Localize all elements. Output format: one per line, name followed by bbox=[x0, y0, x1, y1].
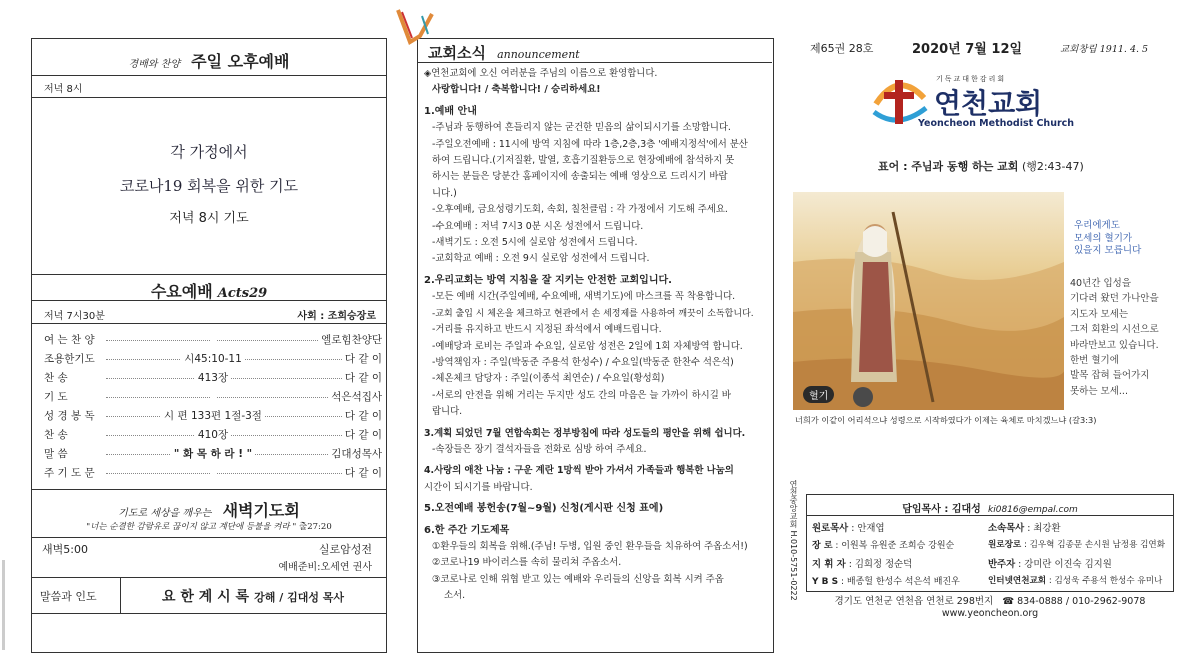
issue-date: 2020년 7월 12일 bbox=[912, 42, 1023, 57]
section-heading: 5.오전예배 봉헌송(7월~9월) 신청(게시판 신청 표에) bbox=[424, 503, 664, 515]
service-row: 여 는 찬 양 엘로힘찬양단 bbox=[44, 334, 382, 346]
welcome-line: ◈연천교회에 오신 여러분을 주님의 이름으로 환영합니다. bbox=[424, 68, 658, 79]
section-heading: 2.우리교회는 방역 지침을 잘 지키는 안전한 교회입니다. bbox=[424, 274, 672, 286]
announcement-title: 교회소식 bbox=[428, 44, 486, 62]
logo-english-name: Yeoncheon Methodist Church bbox=[918, 118, 1075, 129]
scan-edge-left bbox=[2, 560, 5, 650]
service-row: 주 기 도 문 다 같 이 bbox=[44, 467, 382, 479]
dawn-title: 새벽기도회 bbox=[222, 501, 300, 520]
sunday-pm-time: 저녁 8시 bbox=[44, 84, 83, 95]
service-row: 기 도 석은석집사 bbox=[44, 391, 382, 403]
motto-label: 표어 : 주님과 동행 하는 교회 bbox=[878, 160, 1019, 173]
image-caption-title-3: 있을지 모릅니다 bbox=[1074, 245, 1142, 256]
sunday-pm-line3: 저녁 8시 기도 bbox=[169, 211, 249, 226]
dawn-subtitle: 기도로 세상을 깨우는 bbox=[118, 508, 212, 519]
pastor-label: 담임목사 : 김대성 bbox=[902, 504, 981, 515]
dawn-lead-label: 말씀과 인도 bbox=[40, 590, 97, 603]
announcement-body: ◈연천교회에 오신 여러분을 주님의 이름으로 환영합니다. 사랑합니다! / 축복합니다! / 승리하세요! 1.예배 안내 -주님과 동행하여 흔들리지 않는 굳건한 믿음의 삶이되시기를 소망합니다. -주일오전예배 : 11시에 방역 지침에 따라 1층,2층,3층 '예배지정석'에서 분산 하여 드립니다.(기저질환, 발열, 호흡기질환등으로 현장예배에 참석하지 못 하시는 분들은 당분간 홈페이지에 송출되는 예배 영상으로 드리시기 바랍 니다.) -오후예배, 금요성령기도회, 속회, 칠천클럽 : 각 가정에서 기도해 주세요. -수요예배 : 저녁 7시3 0분 시온 성전에서 드립니다. -새벽기도 : 오전 5시에 실로암 성전에서 드립니다. -교회학교 예배 : 오전 9시 실로암 성전에서 드립니다. 2.우리교회는 방역 지침을 잘 지키는 안전한 교회입니다. -모든 예배 시간(주일예배, 수요예배, 새벽기도)에 마스크를 꼭 착용합니다. -교회 출입 시 체온을 체크하고 현관에서 손 세정제를 사용하여 깨끗이 소독합니다. -거리를 유지하고 반드시 지정된 좌석에서 예배드립니다. -예배당과 로비는 주일과 수요일, 실로암 성전은 2일에 1회 자체방역 합니다. -방역책임자 : 주일(박동준 주용석 한성수) / 수요일(박동준 한찬수 석은석) -체온체크 담당자 : 주일(이종석 최연순) / 수요일(황성희) -서로의 안전을 위해 거리는 두지만 성도 간의 마음은 늘 가까이 하시길 바 랍니다. 3.계획 되었던 7월 연합속회는 정부방침에 따라 성도들의 평안을 위해 쉽니다. -속장들은 장기 결석자들을 전화로 심방 하여 주세요. 4.사랑의 애찬 나눔 : 구운 계란 1망씩 받아 가셔서 가족들과 행복한 나눔의 시간이 되시기를 바랍니다. 5.오전예배 봉헌송(7월~9월) 신청(게시판 신청 표에) 6.한 주간 기도제목 ①환우들의 회복을 위해.(주님! 두병, 입원 중인 환우들을 치유하여 주옵소서!) ②코로나19 바이러스를 속히 물리쳐 주옵소서. ③코로나로 인해 위협 받고 있는 예배와 우리들의 신앙을 회복 시켜 주옵 소서. bbox=[424, 66, 768, 605]
section-heading: 1.예배 안내 bbox=[424, 105, 477, 117]
section-heading: 6.한 주간 기도제목 bbox=[424, 524, 510, 536]
sunday-pm-line2: 코로나19 회복을 위한 기도 bbox=[119, 177, 299, 195]
moses-illustration bbox=[793, 192, 1064, 410]
motto-ref: (행2:43-47) bbox=[1021, 160, 1084, 173]
ribbon-decoration-icon bbox=[392, 6, 440, 46]
section-heading: 4.사랑의 애찬 나눔 : 구운 계란 1망씩 받아 가셔서 가족들과 행복한 나눔의 bbox=[424, 465, 734, 477]
service-row: 찬 송 413장 다 같 이 bbox=[44, 372, 382, 384]
section-heading: 3.계획 되었던 7월 연합속회는 정부방침에 따라 성도들의 평안을 위해 쉽니다. bbox=[424, 427, 746, 439]
dawn-prep: 예배준비:오세연 권사 bbox=[278, 562, 372, 573]
staff-row: 원로목사 : 안재엽 bbox=[812, 523, 885, 534]
dawn-verse: "너는 순결한 감람유로 끊이지 않고 계단에 등불을 켜라 " bbox=[86, 522, 297, 532]
verse-caption: 너희가 이같이 어리석으냐 성령으로 시작하였다가 이제는 육체로 마치겠느냐 (갈3:3) bbox=[795, 415, 1097, 425]
announcement-title-en: announcement bbox=[497, 48, 580, 61]
staff-row: 반주자 : 강미란 이진숙 김지원 bbox=[988, 559, 1112, 570]
wednesday-leader: 사회 : 조희승장로 bbox=[297, 311, 376, 322]
staff-row: 장 로 : 이원복 유원준 조희승 강원순 bbox=[812, 541, 955, 551]
wednesday-title-en: Acts29 bbox=[217, 286, 268, 301]
image-caption-title-1: 우리에게도 bbox=[1074, 220, 1120, 231]
image-tag-badge: 혈기 bbox=[803, 386, 834, 403]
welcome-line-2: 사랑합니다! / 축복합니다! / 승리하세요! bbox=[432, 84, 601, 96]
dawn-book: 요 한 계 시 록 bbox=[161, 589, 250, 605]
dawn-place: 실로암성전 bbox=[318, 543, 372, 556]
church-phone: ☎ 834-0888 / 010-2962-9078 bbox=[1002, 596, 1146, 607]
dawn-prayer-box bbox=[31, 490, 387, 653]
image-caption-title-2: 모세의 혈기가 bbox=[1074, 232, 1133, 244]
service-row: 성 경 봉 독 시 편 133편 1절-3절 다 같 이 bbox=[44, 410, 382, 422]
volume-number: 제65권 28호 bbox=[810, 42, 874, 55]
service-row: 조용한기도 시45:10-11 다 같 이 bbox=[44, 353, 382, 365]
staff-row: 인터넷연천교회 : 김성욱 주용석 한성수 유미나 bbox=[988, 576, 1163, 586]
dawn-verse-ref: 출27:20 bbox=[299, 522, 332, 532]
staff-row: 지 휘 자 : 김희정 정순덕 bbox=[812, 559, 913, 570]
founded-date: 교회창립 1911. 4. 5 bbox=[1060, 44, 1149, 55]
wednesday-time: 저녁 7시30분 bbox=[44, 311, 105, 322]
wednesday-title: 수요예배 bbox=[150, 282, 213, 301]
side-phone-text: 연천중앙교회 H.010-5751-0222 bbox=[789, 480, 798, 601]
dawn-time: 새벽5:00 bbox=[42, 543, 88, 556]
church-address: 경기도 연천군 연천읍 연천로 298번지 bbox=[834, 596, 994, 607]
service-row: 찬 송 410장 다 같 이 bbox=[44, 429, 382, 441]
sunday-afternoon-box bbox=[31, 38, 387, 275]
dawn-book-suffix: 강해 / 김대성 목사 bbox=[254, 591, 345, 604]
sunday-pm-title: 주일 오후예배 bbox=[191, 52, 290, 71]
sunday-pm-line1: 각 가정에서 bbox=[170, 143, 248, 161]
church-website[interactable]: www.yeoncheon.org bbox=[941, 608, 1039, 619]
staff-row: 원로장로 : 김우혁 김종문 손시원 남정용 김연화 bbox=[988, 540, 1166, 550]
logo-denomination: 기독교대한감리회 bbox=[936, 75, 1007, 83]
staff-row: 소속목사 : 최강환 bbox=[988, 523, 1061, 534]
service-row: 말 씀 " 화 목 하 라 ! " 김대성목사 bbox=[44, 448, 382, 460]
staff-row: Y B S : 배종헐 한성수 석은석 배진우 bbox=[812, 577, 960, 587]
sunday-pm-subtitle: 경배와 찬양 bbox=[128, 59, 181, 70]
pastor-email: ki0816@empal.com bbox=[988, 505, 1078, 515]
logo-church-name: 연천교회 bbox=[934, 87, 1043, 120]
